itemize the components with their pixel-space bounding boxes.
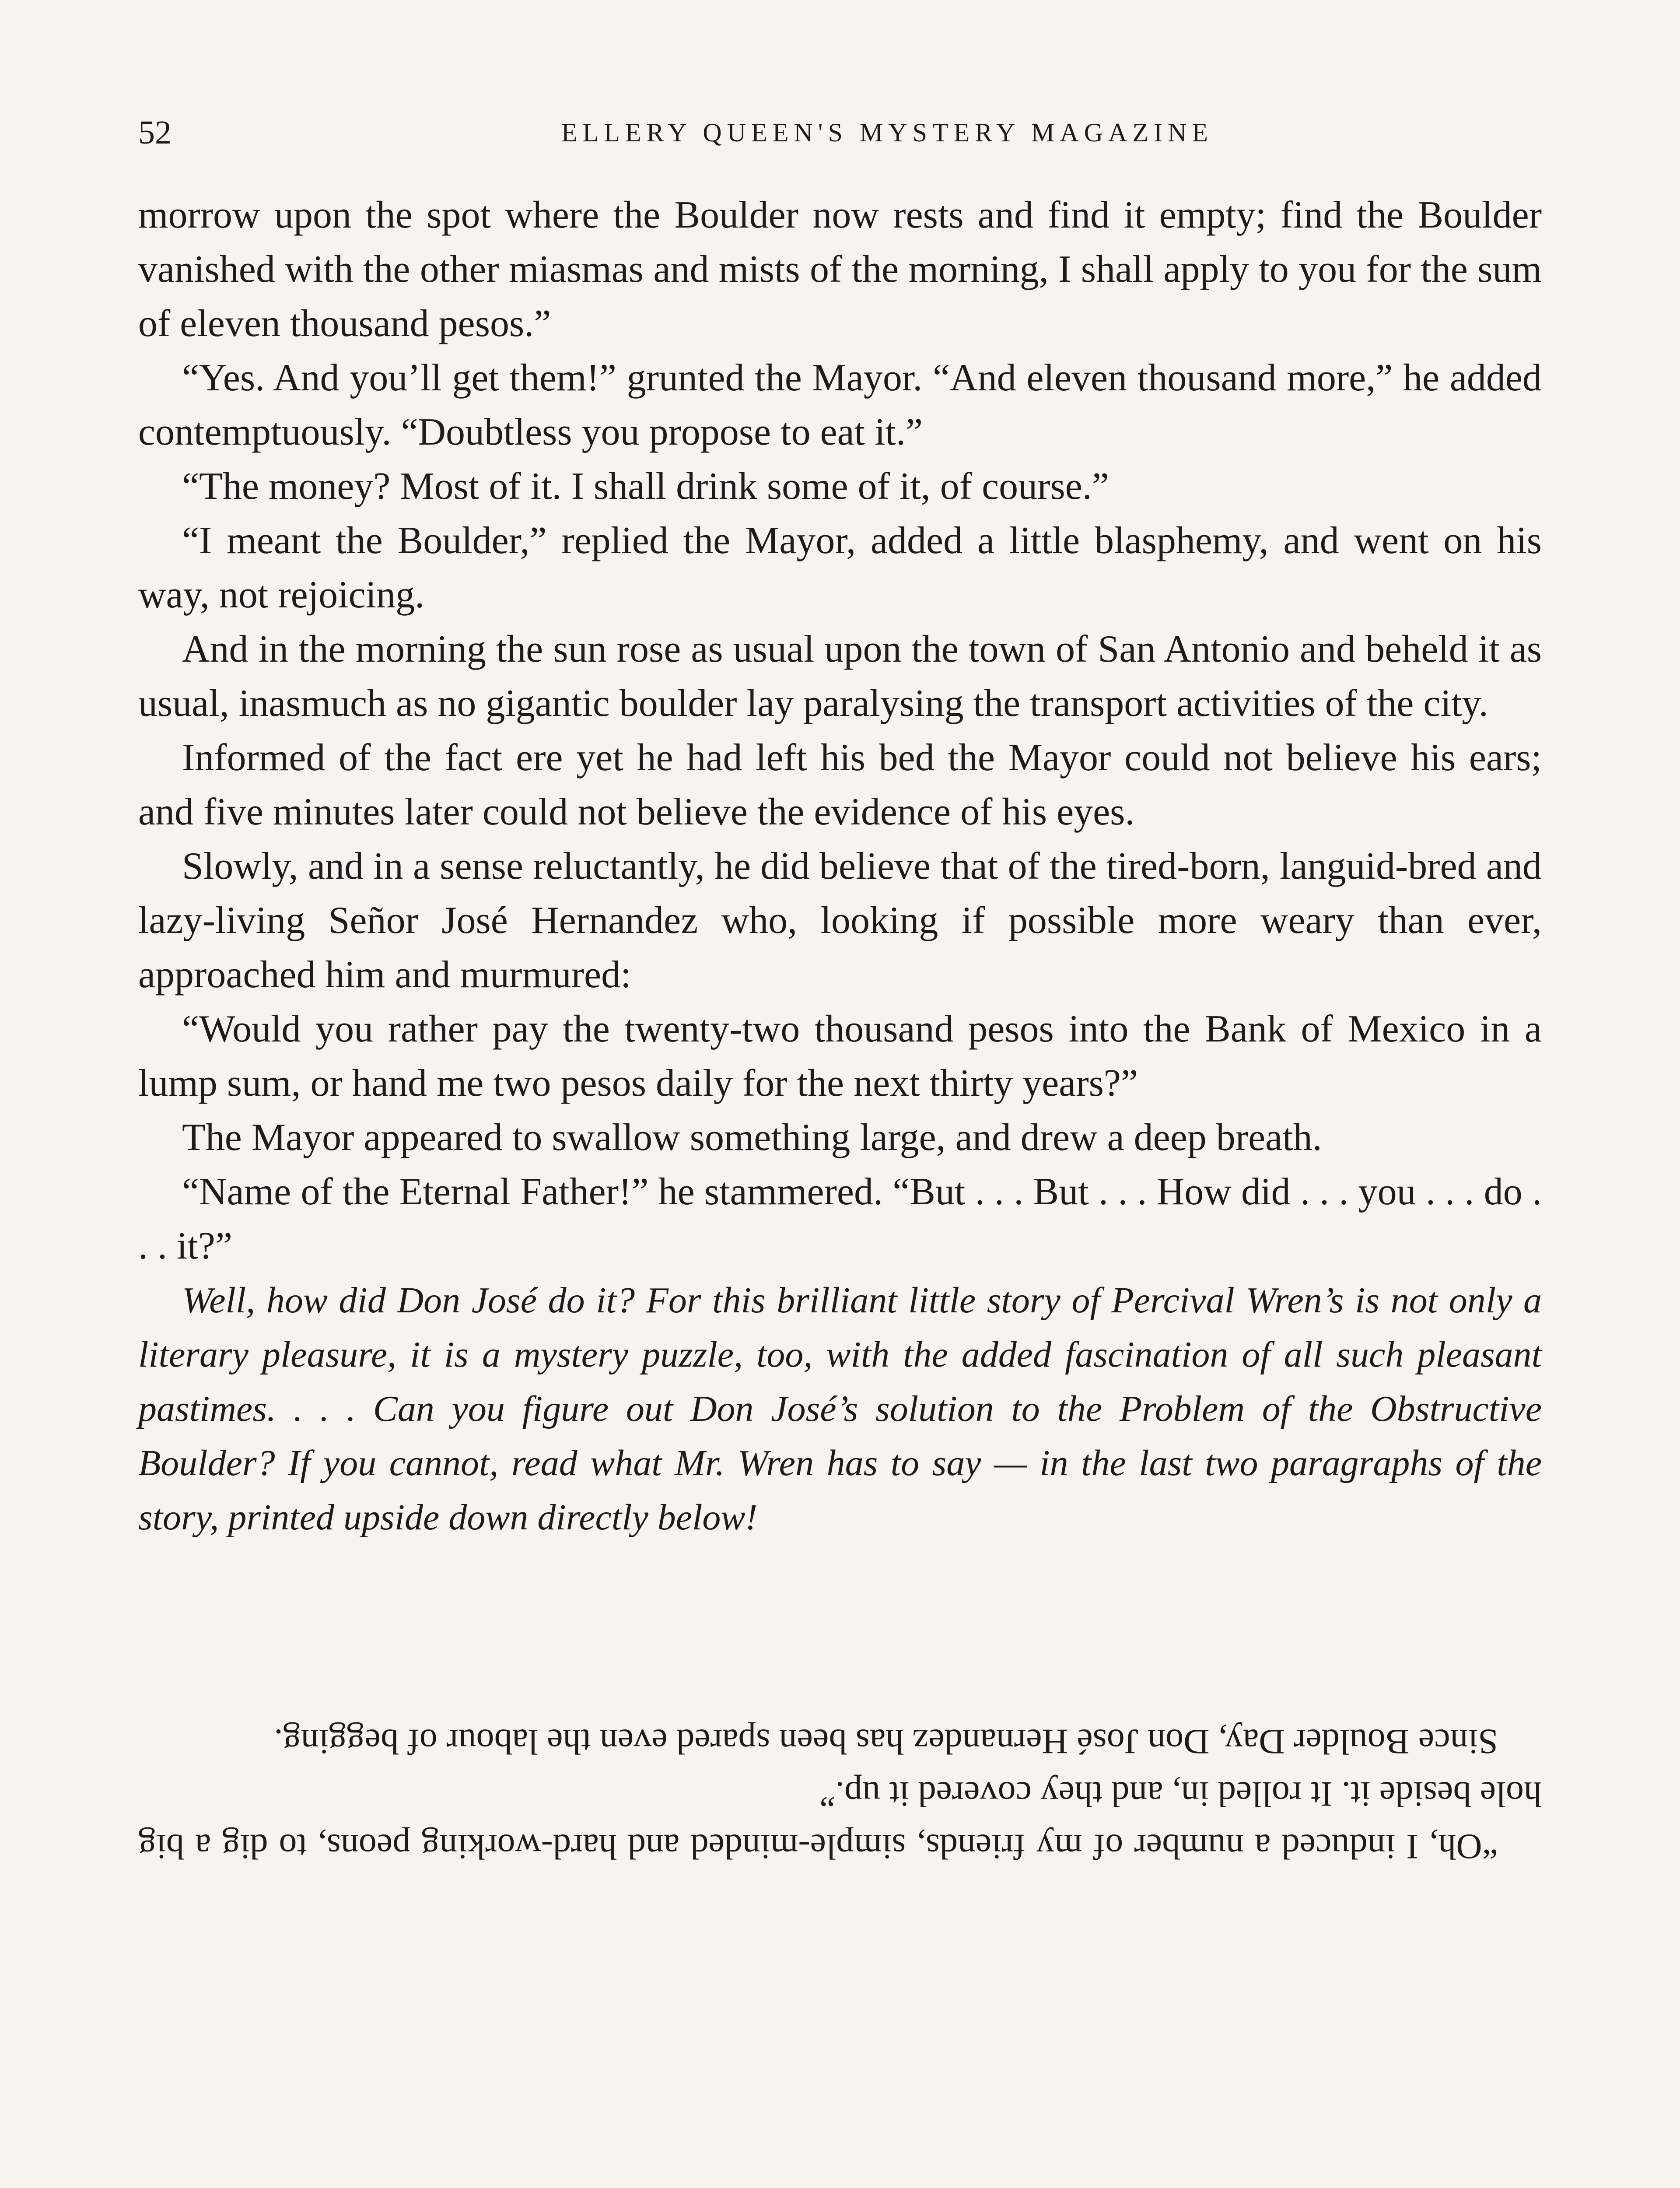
story-body	[138, 188, 1542, 1545]
page-number: 52	[138, 114, 172, 151]
story-paragraph: “I meant the Boulder,” replied the Mayor, added a little blasphemy, and went on his way, not rejoicing.	[138, 519, 1542, 616]
story-paragraph: Slowly, and in a sense reluctantly, he did believe that of the tired-born, languid-bred and lazy-living Señor José Hernandez who, looking if possible more weary than ever, approached him and murmured:	[138, 845, 1542, 996]
solution-paragraph: Since Boulder Day, Don José Hernandez has been spared even the labour of begging.	[274, 1722, 1498, 1762]
solution-paragraph: “Oh, I induced a number of my friends, simple-minded and hard-working peons, to dig a big hole beside it. It rolled in, and they covered it up.”	[138, 1774, 1542, 1867]
story-paragraph: “Would you rather pay the twenty-two thousand pesos into the Bank of Mexico in a lump sum, or hand me two pesos daily for the next thirty years?”	[138, 1008, 1542, 1105]
story-paragraph: “The money? Most of it. I shall drink some of it, of course.”	[182, 465, 1109, 508]
story-paragraph: “Name of the Eternal Father!” he stammered. “But . . . But . . . How did . . . you . . . do . . . it?”	[138, 1171, 1542, 1267]
story-paragraph: And in the morning the sun rose as usual upon the town of San Antonio and beheld it as usual, inasmuch as no gigantic boulder lay paralysing the transport activities of the city.	[138, 628, 1542, 725]
page-header	[138, 109, 1549, 157]
story-paragraph: The Mayor appeared to swallow something large, and drew a deep breath.	[182, 1116, 1322, 1159]
story-paragraph: Informed of the fact ere yet he had left his bed the Mayor could not believe his ears; and five minutes later could not believe the evidence of his eyes.	[138, 736, 1542, 833]
editor-note: Well, how did Don José do it? For this brilliant little story of Percival Wren’s is not only a literary pleasure, it is a mystery puzzle, too, with the added fascination of all such pleasant pastimes. . . . Can you figure out Don José’s solution to the Problem of the Obstructive Boulder? If you cannot, read what Mr. Wren has to say — in the last two paragraphs of the story, printed upside down directly below!	[138, 1280, 1542, 1538]
upside-down-solution	[138, 1715, 1542, 1873]
story-paragraph: morrow upon the spot where the Boulder now rests and find it empty; find the Boulder vanished with the other miasmas and mists of the morning, I shall apply to you for the sum of eleven thousand pesos.”	[138, 194, 1542, 345]
story-paragraph: “Yes. And you’ll get them!” grunted the Mayor. “And eleven thousand more,” he added contemptuously. “Doubtless you propose to eat it.”	[138, 357, 1542, 453]
running-head: ELLERY QUEEN'S MYSTERY MAGAZINE	[561, 118, 1213, 147]
